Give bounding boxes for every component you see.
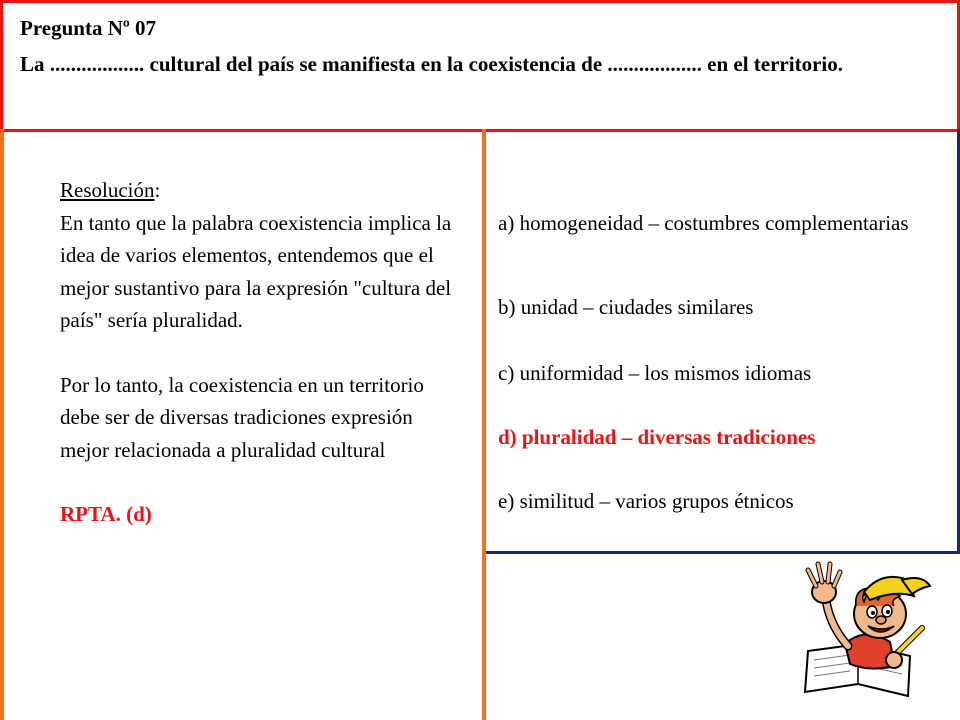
resolution-heading-colon: : (154, 178, 161, 202)
resolution-heading: Resolución (60, 178, 155, 202)
option-c: c) uniformidad – los mismos idiomas (498, 361, 812, 385)
resolution-panel (0, 129, 486, 720)
option-b: b) unidad – ciudades similares (498, 295, 754, 319)
options-panel (486, 129, 960, 554)
cartoon-student-waving-icon (790, 556, 940, 706)
resolution-heading-line (60, 174, 460, 207)
question-box (0, 0, 960, 132)
option-e: e) similitud – varios grupos étnicos (498, 489, 794, 513)
question-title: Pregunta Nº 07 (20, 16, 157, 40)
resolution-text (60, 174, 460, 531)
resolution-paragraph-2: Por lo tanto, la coexistencia en un territorio debe ser de diversas tradiciones expresión mejor relacionada a pluralidad cultural (60, 372, 424, 462)
resolution-paragraph-1: En tanto que la palabra coexistencia implica la idea de varios elementos, entendemos que el mejor sustantivo para la expresión "cultura del país" sería pluralidad. (60, 210, 452, 332)
question-text: La .................. cultural del país se manifiesta en la coexistencia de .................. en el territorio. (20, 52, 843, 76)
option-d-correct: d) pluralidad – diversas tradiciones (498, 425, 816, 449)
answer-label: RPTA. (d) (60, 502, 152, 526)
option-a: a) homogeneidad – costumbres complementarias (498, 211, 909, 235)
